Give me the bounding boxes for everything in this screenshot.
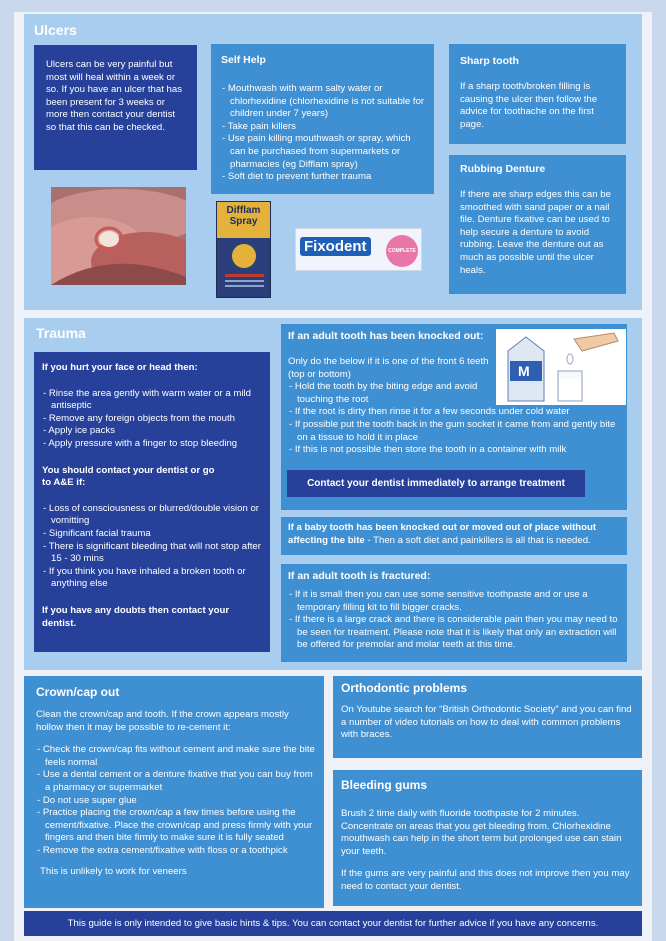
list-item: - Rinse the area gently with warm water or a mild antiseptic: [42, 388, 262, 413]
bleeding-gums-text-2: If the gums are very painful and this does not improve then you may need to contact your dentist.: [341, 868, 630, 892]
crown-note: This is unlikely to work for veneers: [40, 865, 187, 877]
crown-title: Crown/cap out: [36, 685, 120, 699]
list-item: - Mouthwash with warm salty water or chlorhexidine (chlorhexidine is not suitable for children under 7 years): [221, 83, 426, 121]
difflam-brand-line1: Difflam: [226, 205, 261, 216]
bleeding-gums-text-1: Brush 2 time daily with fluoride toothpaste for 2 minutes. Concentrate on areas that you get bleeding from. Chlorhexidine mouthwash can help in the short term but prolonged use can stain your teeth.: [341, 808, 622, 857]
difflam-brand-line2: Spray: [229, 216, 258, 227]
orthodontic-title: Orthodontic problems: [341, 681, 467, 695]
list-item: - If this is not possible then store the tooth in a container with milk: [288, 444, 621, 457]
list-item: - Use a dental cement or a denture fixative that you can buy from a pharmacy or supermarket: [36, 769, 316, 794]
rubbing-denture-title: Rubbing Denture: [460, 163, 546, 175]
difflam-spray-image: [216, 201, 271, 298]
fixodent-badge: COMPLETE: [386, 235, 418, 267]
crown-intro: Clean the crown/cap and tooth. If the crown appears mostly hollow then it may be possible to re-cement it:: [36, 709, 289, 733]
baby-tooth-text: - Then a soft diet and painkillers is all that is needed.: [364, 534, 591, 546]
fixodent-logo: Fixodent: [300, 237, 371, 256]
svg-text:M: M: [518, 363, 530, 379]
list-item: - If the root is dirty then rinse it for a few seconds under cold water: [288, 406, 621, 419]
crown-list: [36, 744, 316, 857]
list-item: - Remove the extra cement/fixative with floss or a toothpick: [36, 845, 316, 858]
self-help-list: [221, 83, 426, 184]
mouth-ulcer-illustration: [51, 187, 186, 285]
ulcers-title: Ulcers: [34, 22, 77, 38]
list-item: - Loss of consciousness or blurred/double vision or vomitting: [42, 503, 262, 528]
list-item: - If possible put the tooth back in the gum socket it came from and gently bite on a tissue to hold it in place: [288, 419, 621, 444]
list-item: - Check the crown/cap fits without cement and make sure the bite feels normal: [36, 744, 316, 769]
fractured-title: If an adult tooth is fractured:: [288, 570, 431, 582]
list-item: - Apply pressure with a finger to stop bleeding: [42, 438, 262, 451]
rubbing-denture-text: If there are sharp edges this can be smoothed with sand paper or a nail file. Denture fixative can be used to help secure a denture to avoid rubbing. Leave the denture out as much as possible until the ulcer heals.: [460, 189, 611, 276]
bleeding-gums-title: Bleeding gums: [341, 778, 428, 792]
bleeding-gums-box: [333, 770, 642, 906]
ulcers-intro-box: [34, 45, 197, 170]
list-item: - If you think you have inhaled a broken tooth or anything else: [42, 566, 262, 591]
sharp-tooth-title: Sharp tooth: [460, 55, 519, 67]
baby-tooth-box: [281, 517, 627, 555]
crown-box: [24, 676, 324, 908]
list-item: - Remove any foreign objects from the mouth: [42, 413, 262, 426]
trauma-title: Trauma: [36, 325, 86, 341]
list-item: - There is significant bleeding that will not stop after 15 - 30 mins: [42, 541, 262, 566]
list-item: - Practice placing the crown/cap a few times before using the cement/fixative. Place the crown/cap and press firmly with your fingers and then bite firmly to make sure it is fully seated: [36, 807, 316, 845]
baby-tooth-heading: If a baby tooth has been knocked out or moved out of place without affecting the bite: [288, 522, 597, 546]
footer-text: This guide is only intended to give basic hints & tips. You can contact your dentist for further advice if you have any concerns.: [67, 918, 599, 929]
self-help-box: [211, 44, 434, 194]
fixodent-image: [295, 228, 422, 271]
contact-list: [42, 503, 262, 591]
doubts-text: If you have any doubts then contact your dentist.: [42, 604, 230, 629]
list-item: - Use pain killing mouthwash or spray, which can be purchased from supermarkets or pharmacies (eg Difflam spray): [221, 133, 426, 171]
contact-heading: You should contact your dentist or go to A&E if:: [42, 464, 215, 489]
self-help-title: Self Help: [221, 54, 266, 66]
sharp-tooth-box: [449, 44, 626, 144]
background-stripe: [0, 0, 666, 12]
difflam-label: [217, 202, 270, 238]
hurt-heading: If you hurt your face or head then:: [42, 362, 198, 373]
fractured-list: [288, 589, 621, 652]
list-item: - Significant facial trauma: [42, 528, 262, 541]
ulcers-intro-text: Ulcers can be very painful but most will heal within a week or so. If you have an ulcer that has been present for 3 weeks or more then contact your dentist so that this can be checked.: [46, 59, 182, 133]
list-item: - Take pain killers: [221, 121, 426, 134]
background-stripe: [652, 0, 666, 941]
hurt-list: [42, 388, 262, 451]
list-item: - Soft diet to prevent further trauma: [221, 171, 426, 184]
orthodontic-text: On Youtube search for “British Orthodontic Society” and you can find a number of video tutorials on how to deal with common problems with braces.: [341, 704, 632, 741]
rubbing-denture-box: [449, 155, 626, 294]
milk-carton-icon: [496, 329, 626, 405]
difflam-pack-art: [217, 238, 271, 298]
knocked-out-cta: Contact your dentist immediately to arrange treatment: [287, 470, 585, 497]
footer-bar: [24, 911, 642, 936]
background-stripe: [0, 0, 14, 941]
list-item: - Hold the tooth by the biting edge and avoid touching the root: [288, 381, 506, 406]
knocked-out-intro: Only do the below if it is one of the front 6 teeth (top or bottom): [288, 356, 489, 380]
mouth-ulcer-photo: [51, 187, 186, 285]
milk-tooth-illustration: [496, 329, 626, 405]
trauma-first-aid-box: [34, 352, 270, 652]
list-item: - Do not use super glue: [36, 795, 316, 808]
sharp-tooth-text: If a sharp tooth/broken filling is causing the ulcer then follow the advice for toothache on the first page.: [460, 81, 598, 130]
knocked-out-title: If an adult tooth has been knocked out:: [288, 330, 484, 342]
list-item: - If it is small then you can use some sensitive toothpaste and or use a temporary filling kit to fill bigger cracks.: [288, 589, 621, 614]
list-item: - If there is a large crack and there is considerable pain then you may need to be seen for treatment. Please note that it is likely that only an extraction will be offered for premolar and molar teeth at this time.: [288, 614, 621, 652]
list-item: - Apply ice packs: [42, 425, 262, 438]
fractured-box: [281, 564, 627, 662]
orthodontic-box: [333, 676, 642, 758]
